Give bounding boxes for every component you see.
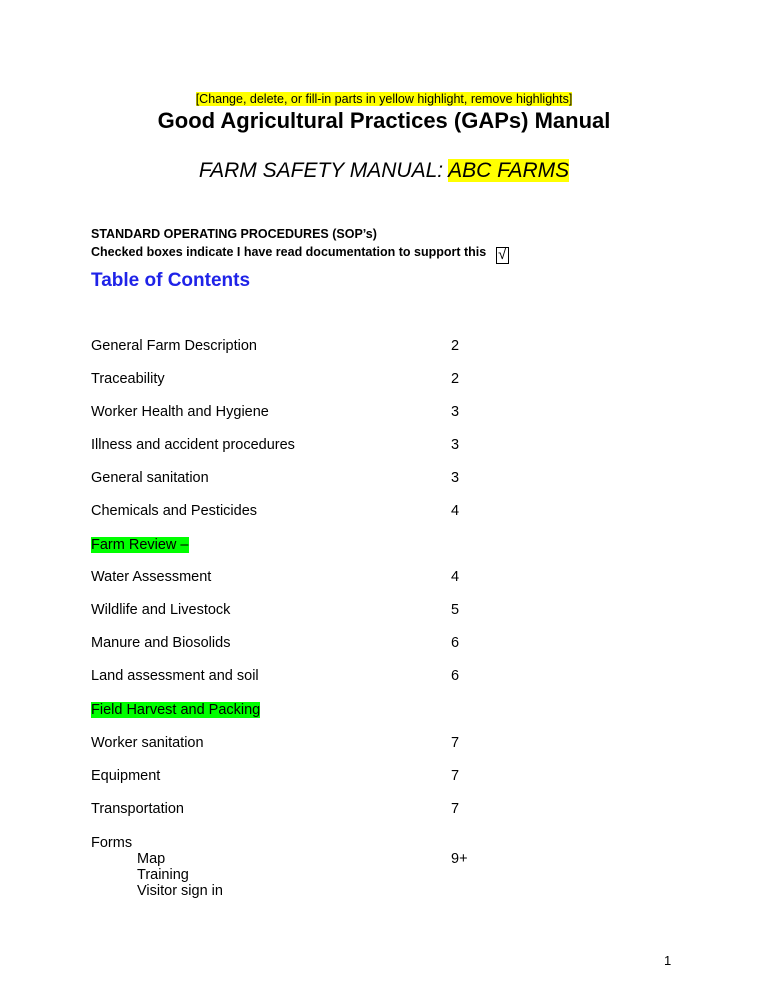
toc-item-label: Traceability [91,371,165,387]
toc-item-page: 3 [451,437,460,453]
toc-item-page: 3 [451,470,460,486]
toc-item-page: 7 [451,801,460,817]
subtitle-prefix: FARM SAFETY MANUAL: [198,159,449,182]
toc-item-label: Worker Health and Hygiene [91,404,269,420]
forms-subitem: Map [137,851,166,867]
sop-section [91,225,509,264]
toc-item-page: 4 [451,569,460,585]
toc-item-label: General sanitation [91,470,209,486]
toc-item-page: 3 [451,404,460,420]
sop-instruction-text: Checked boxes indicate I have read documentation to support this [91,245,487,259]
instruction-highlight: [Change, delete, or fill-in parts in yellow highlight, remove highlights] [195,92,573,106]
toc-section-heading [91,702,260,718]
farm-name-highlight: ABC FARMS [448,159,570,182]
farm-review-highlight: Farm Review – [91,537,189,553]
toc-item-page: 2 [451,338,460,354]
toc-item-label: General Farm Description [91,338,257,354]
instruction-note [0,92,768,106]
toc-item-page: 7 [451,768,460,784]
sop-instruction [91,243,509,264]
toc-item-page: 6 [451,635,460,651]
toc-item-page: 7 [451,735,460,751]
toc-item-page: 4 [451,503,460,519]
toc-item-page: 9+ [451,851,468,867]
toc-item-page: 5 [451,602,460,618]
toc-item-label: Transportation [91,801,184,817]
toc-item-label: Worker sanitation [91,735,204,751]
toc-item-label: Illness and accident procedures [91,437,295,453]
toc-item-label: Equipment [91,768,161,784]
checkmark-icon: √ [498,246,507,263]
page-number: 1 [664,953,672,968]
sop-heading: STANDARD OPERATING PROCEDURES (SOP’s) [91,227,377,241]
document-subtitle [0,159,768,183]
toc-item-label: Manure and Biosolids [91,635,231,651]
toc-item-label: Chemicals and Pesticides [91,503,258,519]
toc-item-page: 6 [451,668,460,684]
forms-subitem: Visitor sign in [137,883,223,899]
toc-item-label: Wildlife and Livestock [91,602,231,618]
toc-item-label: Water Assessment [91,569,212,585]
toc-item-label: Land assessment and soil [91,668,259,684]
field-harvest-highlight: Field Harvest and Packing [91,702,261,718]
document-title: Good Agricultural Practices (GAPs) Manual [157,108,611,133]
toc-section-heading [91,537,189,553]
toc-item-page: 2 [451,371,460,387]
toc-item-label: Forms [91,835,133,851]
forms-subitem: Training [137,867,189,883]
toc-title: Table of Contents [91,270,251,291]
checked-checkbox[interactable] [496,247,509,264]
